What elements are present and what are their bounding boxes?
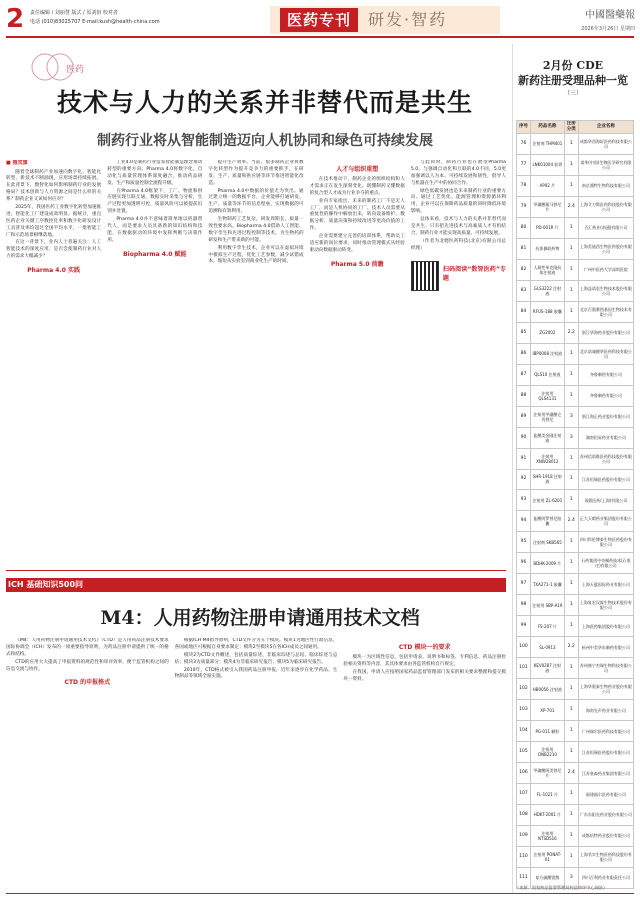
table-row xyxy=(517,427,634,448)
table-row xyxy=(517,553,634,574)
table-row xyxy=(517,658,634,679)
table-cell: HDKT-2001 片 xyxy=(530,805,564,826)
paragraph: 《M4：人用药物注册申请通用技术文档》（CTD）是人用药品注册技术要求国际协调会（ICH）发布的一项重要指导原则，为药品注册申请提供了统一的格式和结构。 xyxy=(6,638,169,657)
article-title: 技术与人力的关系并非替代而是共生 xyxy=(56,88,473,117)
table-cell: 80 xyxy=(517,217,531,238)
table-row xyxy=(517,448,634,469)
table-cell: 1 xyxy=(564,490,578,511)
section-heading: Pharma 4.0 实践 xyxy=(27,267,80,275)
table-cell: RFUS-188 胶囊 xyxy=(530,301,564,322)
table-cell: 2.2 xyxy=(564,637,578,658)
table-cell: 91 xyxy=(517,448,531,469)
table-cell: 1 xyxy=(564,825,578,846)
table-cell: KEV0287 注射液 xyxy=(530,658,564,679)
table-row xyxy=(517,532,634,553)
table-cell: 南京澳特生物科技有限公司 xyxy=(578,175,633,196)
article-column-4 xyxy=(310,160,405,572)
table-cell: 复方硫酸镁散 xyxy=(530,867,564,888)
table-row xyxy=(517,469,634,490)
table-row xyxy=(517,385,634,406)
header-meta xyxy=(30,9,210,27)
paragraph: 2010年，CTD格式被引入我国药品注册申报，近年来逐步在化学药品、生物制品等领域全面实施。 xyxy=(174,667,338,680)
sidebar-part: （三） xyxy=(563,90,582,97)
table-cell: PG-011 颗粒 xyxy=(530,721,564,742)
table-cell: 2.4 xyxy=(564,763,578,784)
table-row xyxy=(517,301,634,322)
table-cell: 102 xyxy=(517,679,531,700)
table-header-cell: 序号 xyxy=(517,121,531,134)
qr-code-icon[interactable] xyxy=(411,261,439,291)
table-cell: 海南先声药业有限公司 xyxy=(578,700,633,721)
table-cell: 87 xyxy=(517,364,531,385)
table-cell: 98 xyxy=(517,595,531,616)
paragraph: Pharma 4.0并不意味着简单地以机器替代人，而是要求人员具备新的知识结构和技能，在数据驱动的环境中发挥判断与决策作用。 xyxy=(107,217,203,243)
article-column-2 xyxy=(107,160,202,572)
table-cell: 广州中医药大学深圳医院 xyxy=(578,259,633,280)
article-column-5 xyxy=(411,160,506,572)
footer-rule xyxy=(6,893,634,894)
table-cell: 湖南恒昇药业有限公司 xyxy=(578,427,633,448)
table-cell: 诺华(中国)生物医学研究有限公司 xyxy=(578,154,633,175)
table-cell: QLS10 注射液 xyxy=(530,364,564,385)
table-row xyxy=(517,406,634,427)
paragraph: 模块一为区域性信息，包括申请表、说明书和标签、专利信息、药品注册检验相关资料等内容，其具体要求由各监管机构自行规定。 xyxy=(343,655,507,667)
table-cell: 人源性单克隆抗体注射液 xyxy=(530,259,564,280)
table-header-row xyxy=(517,121,634,134)
table-row xyxy=(517,364,634,385)
section-banner xyxy=(270,6,500,34)
table-cell: 四川百利药业有限责任公司 xyxy=(578,867,633,888)
table-row xyxy=(517,805,634,826)
paragraph: 在我国，申请人应按照国家药品监督管理部门发布的相关要求整理和提交模块一资料。 xyxy=(343,669,507,682)
table-row xyxy=(517,721,634,742)
table-cell: 76 xyxy=(517,134,531,155)
paragraph: 利用数字孪生技术，企业可以在虚拟环境中模拟生产过程，优化工艺参数，减少试错成本，缩短从实验室到商业化生产的时间。 xyxy=(208,245,304,265)
paragraph: 在这一背景下，业内人士普遍关注：人工智能技术的深度应用，是否会使制药行业对人力的需求大幅减少？ xyxy=(6,240,102,260)
paragraph: 与此同时，制药行业也在展望Pharma 5.0。与强调自动化和互联的4.0不同，5.0更加强调以人为本、可持续发展和韧性，倡导人与机器在生产中的协同合作。 xyxy=(410,160,507,186)
table-cell: 盐酸美金刚注射液 xyxy=(530,427,564,448)
paragraph: 绿色低碳发展也是未来制药行业的重要方向。通过工艺优化、能源管理和资源循环利用，企业可以在保障药品质量的同时降低环境影响。 xyxy=(410,188,507,215)
table-cell: FL-1021 片 xyxy=(530,784,564,805)
table-cell: 浙江海正药业股份有限公司 xyxy=(578,406,633,427)
column-stamp-icon xyxy=(30,52,90,82)
table-cell: 注射用 SBP-A19 xyxy=(530,595,564,616)
table-cell: 106 xyxy=(517,763,531,784)
table-cell: 88 xyxy=(517,385,531,406)
table-cell: 1 xyxy=(564,700,578,721)
m4-article-title: M4：人用药物注册申请通用技术文档 xyxy=(100,607,420,629)
section-heading: CTD 的申报格式 xyxy=(64,679,111,687)
table-cell: 再鼎医药(上海)有限公司 xyxy=(578,490,633,511)
paragraph: 提升生产效率。当前，很多制药企业将数字化转型作为提升竞争力的重要抓手，在研发、生产、质量和供应链等环节推进智能化改造。 xyxy=(208,160,304,186)
table-row xyxy=(517,574,634,595)
table-cell: XP-701 xyxy=(530,700,564,721)
author-note: （作者为北德医药科技(北京)有限公司总经理） xyxy=(410,238,507,251)
table-cell: 抗体偶联药物 xyxy=(530,238,564,259)
table-cell: SL-0913 xyxy=(530,637,564,658)
section-heading: 人才与组织重塑 xyxy=(336,166,379,173)
paragraph: 工业4.0是制药行业借鉴智能制造理念推动转型的重要方向。Pharma 4.0将数字化、自动化与质量管理体系深度融合，推动药品研发、生产和质量控制全流程升级。 xyxy=(107,160,203,186)
table-cell: 浙江华海药业股份有限公司 xyxy=(578,322,633,343)
table-cell: 96 xyxy=(517,553,531,574)
m4-column-1 xyxy=(6,638,169,888)
table-cell: 1 xyxy=(564,784,578,805)
byline: ■ 摄宾旗 xyxy=(6,160,28,166)
table-cell: 1 xyxy=(564,574,578,595)
sidebar-title-line1: 2月份 CDE xyxy=(542,59,604,72)
table-cell: IBP0008 注射液 xyxy=(530,343,564,364)
table-cell: 97 xyxy=(517,574,531,595)
table-cell: 108 xyxy=(517,805,531,826)
table-cell: 上海天慈国际药业有限公司 xyxy=(578,574,633,595)
table-cell: FS-207 片 xyxy=(530,616,564,637)
table-cell: 3 xyxy=(564,406,578,427)
table-cell: 江苏豪森药业集团有限公司 xyxy=(578,763,633,784)
table-cell: 1 xyxy=(564,301,578,322)
paragraph: 在Pharma 4.0框架下，工厂、物流和供应链实现互联互通，数据实时采集与分析，生产过程更加透明可控，质量风险可以被提前识别并处置。 xyxy=(107,188,203,215)
m4-column-2 xyxy=(175,638,338,888)
table-cell: 93 xyxy=(517,490,531,511)
table-cell: 1 xyxy=(564,385,578,406)
table-cell: 上海美迪西生物医药股份有限公司 xyxy=(578,238,633,259)
table-cell: 95 xyxy=(517,532,531,553)
table-cell: 1 xyxy=(564,469,578,490)
table-row xyxy=(517,616,634,637)
table-cell: 90 xyxy=(517,427,531,448)
cde-table xyxy=(516,120,634,889)
qr-block xyxy=(411,257,506,291)
paragraph: 生物制药工艺复杂，研发周期长，质量一致性要求高。Biopharma 4.0借助人工智能、数字孪生和先进过程控制等技术，为生物药的研发和生产带来新的可能。 xyxy=(208,217,304,243)
table-cell: 1 xyxy=(564,742,578,763)
table-cell: 92 xyxy=(517,469,531,490)
table-cell: 杭州中美华东制药有限公司 xyxy=(578,637,633,658)
table-row xyxy=(517,217,634,238)
table-cell: 上海复宏汉霖生物技术股份有限公司 xyxy=(578,595,633,616)
table-cell: 注射用 NTSD516 xyxy=(530,825,564,846)
table-cell: 江苏恒瑞医药股份有限公司 xyxy=(578,469,633,490)
table-row xyxy=(517,763,634,784)
table-cell: 1 xyxy=(564,553,578,574)
table-row xyxy=(517,637,634,658)
table-cell: LNK01004 软膏 xyxy=(530,154,564,175)
table-cell: 85 xyxy=(517,322,531,343)
table-cell: AP02 片 xyxy=(530,175,564,196)
table-row xyxy=(517,238,634,259)
table-row xyxy=(517,490,634,511)
table-row xyxy=(517,259,634,280)
table-cell: 上海医药集团股份有限公司 xyxy=(578,616,633,637)
table-cell: 上海华奥泰生物药业股份有限公司 xyxy=(578,679,633,700)
table-row xyxy=(517,742,634,763)
table-cell: 石药集团中奇制药技术(石家庄)有限公司 xyxy=(578,553,633,574)
table-row xyxy=(517,846,634,867)
table-cell: TXA271-1 胶囊 xyxy=(530,574,564,595)
table-cell: 1 xyxy=(564,616,578,637)
table-row xyxy=(517,196,634,217)
m4-article-body xyxy=(6,638,506,888)
paragraph: 2025年，我国医药工业数字化转型加速推进，智能化工厂建设成效明显。据统计，重点医药企业关键工序数控化率和数字化研发设计工具普及率均超过全国平均水平，一批智能工厂和示范场景相继落地。 xyxy=(6,204,102,238)
table-cell: 82 xyxy=(517,259,531,280)
table-cell: 苏州信诺维医药科技股份有限公司 xyxy=(578,448,633,469)
table-cell: 广东东阳光药业股份有限公司 xyxy=(578,805,633,826)
ich-band-label: ICH 基础知识500问 xyxy=(8,580,84,589)
table-cell: 四川科伦博泰生物医药股份有限公司 xyxy=(578,532,633,553)
table-cell: 2.4 xyxy=(564,511,578,532)
table-row xyxy=(517,343,634,364)
section-tag: 医药专刊 xyxy=(280,8,358,33)
table-row xyxy=(517,175,634,196)
table-row xyxy=(517,595,634,616)
table-row xyxy=(517,322,634,343)
table-cell: 3 xyxy=(564,867,578,888)
table-cell: 北京诺诚健华医药科技有限公司 xyxy=(578,343,633,364)
table-cell: 79 xyxy=(517,196,531,217)
table-cell: 1 xyxy=(564,679,578,700)
table-cell: 上海君实生物医药科技股份有限公司 xyxy=(578,846,633,867)
stamp-text: 医药 xyxy=(66,65,85,75)
table-cell: 103 xyxy=(517,700,531,721)
table-cell: 上海益诺思生物技术股份有限公司 xyxy=(578,280,633,301)
table-body xyxy=(517,134,634,889)
table-cell: 109 xyxy=(517,825,531,846)
table-cell: GLS3222 注射液 xyxy=(530,280,564,301)
table-cell: 86 xyxy=(517,343,531,364)
table-header-cell: 药品名称 xyxy=(530,121,564,134)
table-cell: HB0056 注射液 xyxy=(530,679,564,700)
table-cell: 1 xyxy=(564,448,578,469)
article-column-1 xyxy=(6,160,101,572)
table-cell: 111 xyxy=(517,867,531,888)
table-source: （来源：国家药品监督管理局药品审评中心网站） xyxy=(515,885,608,890)
table-row xyxy=(517,784,634,805)
newspaper-logo: 中國醫藥報 xyxy=(585,10,635,21)
qr-caption: 扫码阅读“数智医药”专题 xyxy=(442,265,507,282)
paragraph: 在技术推动下，制药企业的组织结构和人才需求正在发生深刻变化。既懂制药又懂数据的复合型人才成为行业争夺的重点。 xyxy=(309,177,405,196)
table-row xyxy=(517,825,634,846)
table-cell: 1 xyxy=(564,134,578,155)
table-cell: 1 xyxy=(564,343,578,364)
table-header-cell: 企业名称 xyxy=(578,121,633,134)
table-cell: 成都华西海圻医药科技有限公司 xyxy=(578,134,633,155)
section-heading: CTD 模块一的要求 xyxy=(398,644,451,651)
table-cell: 1 xyxy=(564,364,578,385)
table-cell: 3 xyxy=(564,427,578,448)
paragraph: 总体来看，技术与人力的关系并非替代而是共生。只有把先进技术与高素质人才有机结合，制药行业才能实现高质量、可持续发展。 xyxy=(410,217,507,236)
table-cell: 101 xyxy=(517,658,531,679)
table-cell: 盐酸阿罗替尼胶囊 xyxy=(530,511,564,532)
table-cell: 1 xyxy=(564,721,578,742)
table-cell: 84 xyxy=(517,301,531,322)
table-cell: 广州瑞尔医药科技有限公司 xyxy=(578,721,633,742)
table-cell: PD-001R 片 xyxy=(530,217,564,238)
table-cell: 江苏恒瑞医药股份有限公司 xyxy=(578,742,633,763)
table-cell: 1 xyxy=(564,154,578,175)
table-row xyxy=(517,679,634,700)
table-cell: 1 xyxy=(564,532,578,553)
masthead xyxy=(515,8,635,34)
table-row xyxy=(517,700,634,721)
table-cell: 苏州康宁杰瑞生物科技有限公司 xyxy=(578,658,633,679)
m4-column-3 xyxy=(343,638,506,888)
table-cell: 正大天晴药业集团股份有限公司 xyxy=(578,511,633,532)
table-cell: SHR-1918 注射液 xyxy=(530,469,564,490)
table-cell: 注射剂 SKB565 xyxy=(530,532,564,553)
table-cell: 110 xyxy=(517,846,531,867)
table-cell: 北京百奥赛图基因生物技术有限公司 xyxy=(578,301,633,322)
table-row xyxy=(517,134,634,155)
table-cell: 齐鲁制药有限公司 xyxy=(578,385,633,406)
table-cell: 94 xyxy=(517,511,531,532)
table-cell: 注射用 QLS4131 xyxy=(530,385,564,406)
table-cell: 甲磺酸阿美替尼片 xyxy=(530,763,564,784)
table-cell: 注射用 ZL-6201 xyxy=(530,490,564,511)
section-heading: Biopharma 4.0 赋能 xyxy=(123,250,187,258)
issue-date: 2026年3月26日 星期四 xyxy=(581,26,635,32)
table-row xyxy=(517,511,634,532)
table-cell: 1 xyxy=(564,595,578,616)
editor-line: 责任编辑 / 刘丽慧 版式 / 原刘钥 校对者 xyxy=(30,10,118,16)
header-rule xyxy=(6,36,634,38)
sidebar-title xyxy=(512,58,634,88)
table-cell: 注射用 XNW28012 xyxy=(530,448,564,469)
article-column-3 xyxy=(208,160,303,572)
table-cell: 1 xyxy=(564,259,578,280)
article-body xyxy=(6,160,506,572)
table-cell: 成都倍特药业股份有限公司 xyxy=(578,825,633,846)
table-cell: 福建福尔医药有限公司 xyxy=(578,784,633,805)
paragraph: Pharma 4.0中数据的价值尤为突出。通过建立统一的数据平台，企业能够打通研发、生产、质量等环节的信息壁垒，实现数据的可追溯和有效利用。 xyxy=(208,188,304,215)
table-cell: 78 xyxy=(517,175,531,196)
table-cell: 1 xyxy=(564,238,578,259)
paragraph: CTD的应用大大提高了申报资料的规范性和审评效率，便于监管机构之间的信息交流与协作。 xyxy=(6,659,169,672)
paragraph: 模块2为CTD文件概述，包括质量综述、非临床综述与总结、临床综述与总结；模块3为质量部分；模块4为非临床研究报告；模块5为临床研究报告。 xyxy=(174,652,338,665)
table-cell: BDHK-2009 片 xyxy=(530,553,564,574)
table-cell: 81 xyxy=(517,238,531,259)
table-header-cell: 注册分类 xyxy=(564,121,578,134)
table-cell: 注射用甲磺酸仑伐替尼 xyxy=(530,406,564,427)
sidebar-title-line2: 新药注册受理品种一览 xyxy=(518,74,628,87)
table-cell: 1 xyxy=(564,658,578,679)
table-cell: 89 xyxy=(517,406,531,427)
table-cell: 105 xyxy=(517,742,531,763)
table-cell: ZG2002 xyxy=(530,322,564,343)
table-cell: 77 xyxy=(517,154,531,175)
table-cell: 107 xyxy=(517,784,531,805)
table-cell: 83 xyxy=(517,280,531,301)
table-cell: 上海艾力斯医药科技股份有限公司 xyxy=(578,196,633,217)
table-cell: 2.2 xyxy=(564,322,578,343)
table-cell: 注射剂 THM401 xyxy=(530,134,564,155)
table-cell: 注射用 PONAT-01 xyxy=(530,846,564,867)
paragraph: 根据ICH M4指导原则，CTD文件分为五个模块。模块1为地区性行政信息，各国或地区可根据自身要求制定；模块2至模块5在各ICH成员之间通用。 xyxy=(174,638,338,650)
article-rule xyxy=(6,570,506,571)
table-cell: 1 xyxy=(564,846,578,867)
table-cell: 百汇药业(南通)有限公司 xyxy=(578,217,633,238)
table-cell: 齐鲁制药有限公司 xyxy=(578,364,633,385)
table-cell: 1 xyxy=(564,280,578,301)
table-cell: 1 xyxy=(564,805,578,826)
section-heading: Pharma 5.0 前瞻 xyxy=(330,260,384,268)
paragraph: 随着全球制药产业加速向数字化、智能化转型，新技术不断涌现，应用场景持续拓展。在此背景下，数智化如何影响制药行业的发展格局？技术创新与人力资源之间是什么样的关系？制药企业又该如何应对？ xyxy=(6,169,102,203)
table-cell: 104 xyxy=(517,721,531,742)
paragraph: 企业需要建立完善的培训体系，帮助员工适应新的岗位要求，同时推动管理模式从经验驱动向数据驱动转变。 xyxy=(309,234,405,253)
table-cell: 1 xyxy=(564,217,578,238)
page-number: 2 xyxy=(6,4,25,34)
table-row xyxy=(517,280,634,301)
table-cell: 注射用 ONB2210 xyxy=(530,742,564,763)
table-cell: 甲磺酸氟马替尼片 xyxy=(530,196,564,217)
section-sub: 研发·智药 xyxy=(368,10,448,29)
table-cell: 99 xyxy=(517,616,531,637)
article-subtitle: 制药行业将从智能制造迈向人机协同和绿色可持续发展 xyxy=(97,133,433,149)
table-cell: 1 xyxy=(564,175,578,196)
table-cell: 100 xyxy=(517,637,531,658)
paragraph: 业内专家指出，未来的制药工厂不是无人工厂，而是人机协同的工厂。技术人员需要从重复性的操作中解放出来，转向设备维护、数据分析、质量决策和持续改进等更高价值的工作。 xyxy=(309,198,405,232)
contact-line: 电话 (010)83025707 E-mail:kush@health-china.com xyxy=(30,19,160,25)
table-row xyxy=(517,154,634,175)
table-cell: 2.4 xyxy=(564,196,578,217)
